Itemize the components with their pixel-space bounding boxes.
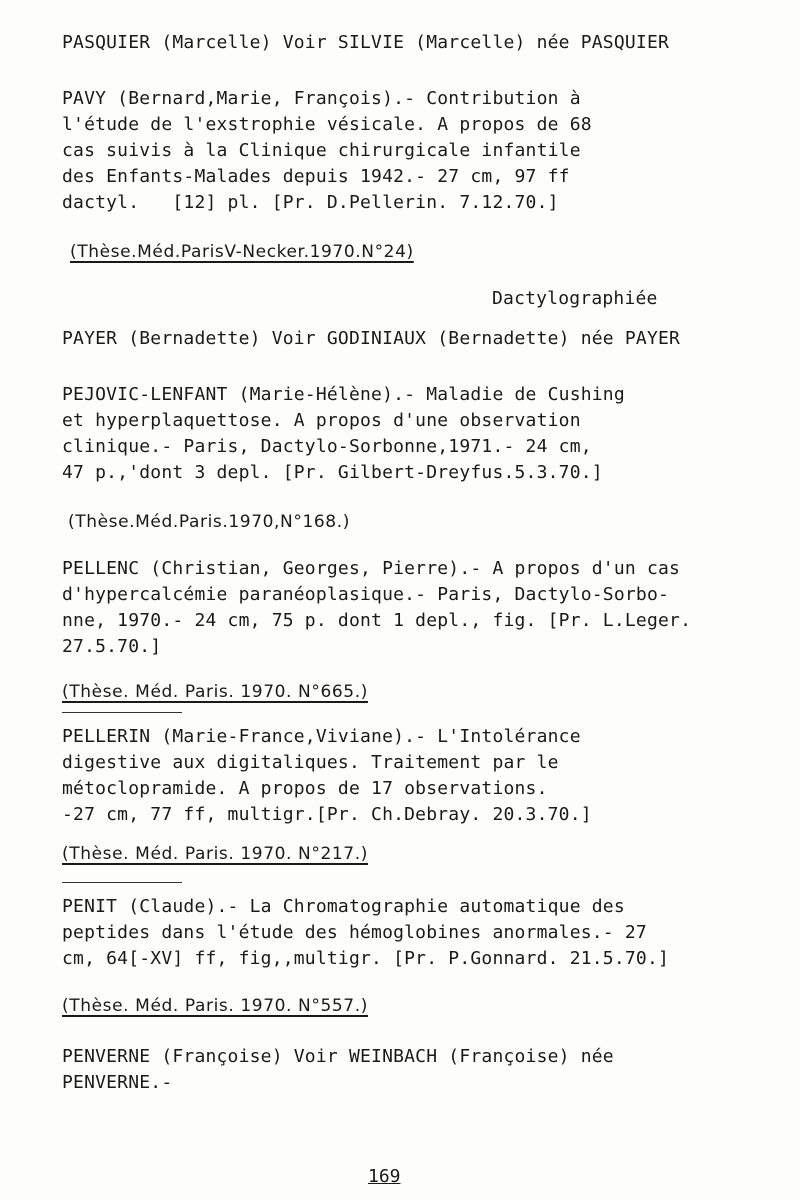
entry-pavy-line-4: des Enfants-Malades depuis 1942.- 27 cm, 97 ff bbox=[62, 166, 570, 187]
entry-pavy-line-3: cas suivis à la Clinique chirurgicale infantile bbox=[62, 140, 581, 161]
entry-pellenc-thesis: (Thèse. Méd. Paris. 1970. N°665.) bbox=[62, 682, 368, 702]
entry-pavy-line-5: dactyl. [12] pl. [Pr. D.Pellerin. 7.12.70.] bbox=[62, 192, 559, 213]
entry-pejovic-line-2: et hyperplaquettose. A propos d'une observation bbox=[62, 410, 581, 431]
entry-pavy-note: Dactylographiée bbox=[492, 288, 658, 309]
entry-penit-line-2: peptides dans l'étude des hémoglobines anormales.- 27 bbox=[62, 922, 647, 943]
entry-pellenc-line-1: PELLENC (Christian, Georges, Pierre).- A propos d'un cas bbox=[62, 558, 681, 579]
entry-penit-line-1: PENIT (Claude).- La Chromatographie automatique des bbox=[62, 896, 625, 917]
separator-rule bbox=[62, 882, 182, 883]
entry-pellenc-line-3: nne, 1970.- 24 cm, 75 p. dont 1 depl., fig. [Pr. L.Leger. bbox=[62, 610, 692, 631]
entry-penit-thesis: (Thèse. Méd. Paris. 1970. N°557.) bbox=[62, 996, 368, 1016]
entry-pellenc-line-4: 27.5.70.] bbox=[62, 636, 162, 657]
entry-pellerin-line-3: métoclopramide. A propos de 17 observations. bbox=[62, 778, 548, 799]
entry-pellenc-line-2: d'hypercalcémie paranéoplasique.- Paris, Dactylo-Sorbo- bbox=[62, 584, 670, 605]
page-number: 169 bbox=[368, 1166, 401, 1187]
entry-pellerin-line-4: -27 cm, 77 ff, multigr.[Pr. Ch.Debray. 20.3.70.] bbox=[62, 804, 592, 825]
entry-penit-line-3: cm, 64[-XV] ff, fig,,multigr. [Pr. P.Gonnard. 21.5.70.] bbox=[62, 948, 670, 969]
entry-pasquier-line-1: PASQUIER (Marcelle) Voir SILVIE (Marcelle) née PASQUIER bbox=[62, 32, 670, 53]
entry-pejovic-line-1: PEJOVIC-LENFANT (Marie-Hélène).- Maladie de Cushing bbox=[62, 384, 625, 405]
separator-rule bbox=[62, 712, 182, 713]
entry-penverne-line-1: PENVERNE (Françoise) Voir WEINBACH (Françoise) née bbox=[62, 1046, 614, 1067]
entry-pellerin-line-2: digestive aux digitaliques. Traitement par le bbox=[62, 752, 559, 773]
entry-pellerin-line-1: PELLERIN (Marie-France,Viviane).- L'Intolérance bbox=[62, 726, 581, 747]
entry-pavy-line-2: l'étude de l'exstrophie vésicale. A propos de 68 bbox=[62, 114, 592, 135]
entry-pejovic-line-4: 47 p.,'dont 3 depl. [Pr. Gilbert-Dreyfus.5.3.70.] bbox=[62, 462, 603, 483]
entry-pellerin-thesis: (Thèse. Méd. Paris. 1970. N°217.) bbox=[62, 844, 368, 864]
entry-pavy-thesis: (Thèse.Méd.ParisV-Necker.1970.N°24) bbox=[70, 242, 414, 262]
entry-pejovic-line-3: clinique.- Paris, Dactylo-Sorbonne,1971.- 24 cm, bbox=[62, 436, 592, 457]
entry-payer-line-1: PAYER (Bernadette) Voir GODINIAUX (Bernadette) née PAYER bbox=[62, 328, 681, 349]
entry-penverne-line-2: PENVERNE.- bbox=[62, 1072, 173, 1093]
entry-pavy-line-1: PAVY (Bernard,Marie, François).- Contribution à bbox=[62, 88, 581, 109]
entry-pejovic-thesis: (Thèse.Méd.Paris.1970,N°168.) bbox=[68, 512, 350, 532]
